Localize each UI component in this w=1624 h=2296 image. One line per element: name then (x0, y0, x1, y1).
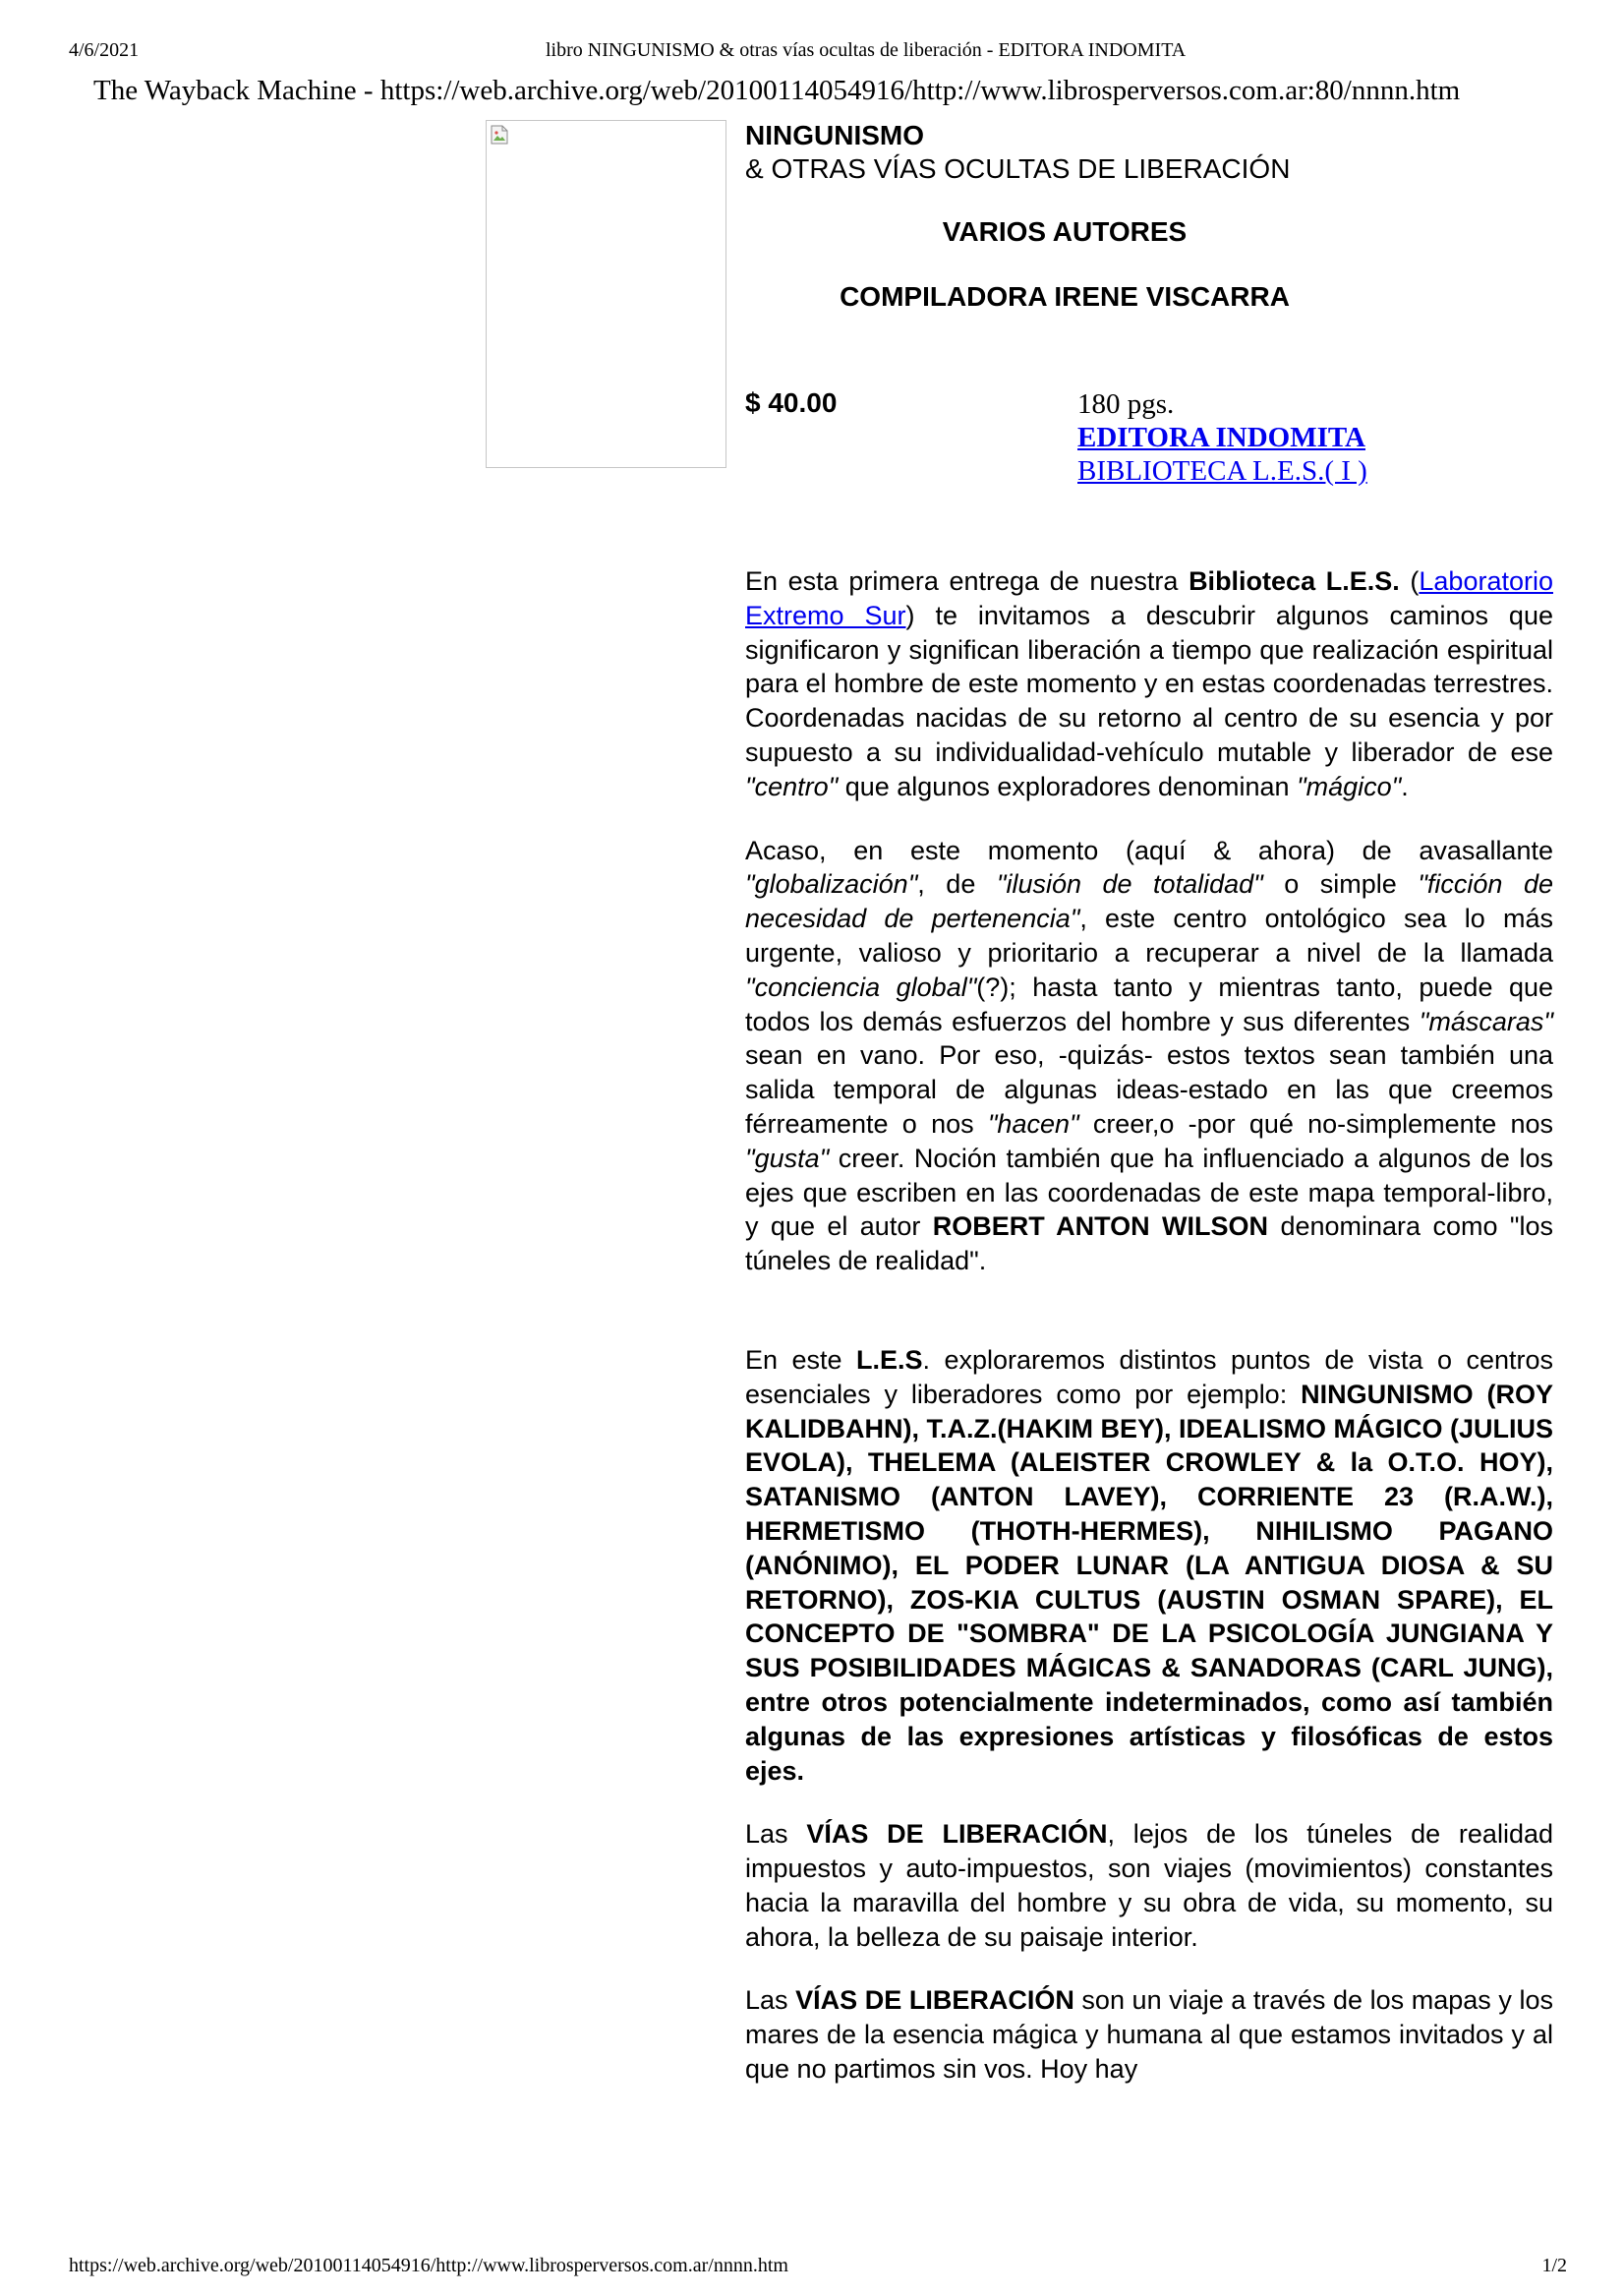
italic-text: "globalización" (745, 869, 918, 900)
italic-text: "mágico" (1297, 771, 1402, 801)
print-header (0, 39, 1624, 69)
bold-text: VÍAS DE LIBERACIÓN (795, 1985, 1074, 2016)
bold-text: ROBERT ANTON WILSON (932, 1211, 1269, 1242)
wayback-banner: The Wayback Machine - https://web.archive.org/web/20100114054916/http://www.librosperversos.com.ar:80/nnnn.htm (93, 75, 1461, 106)
bold-text: Biblioteca L.E.S. (1189, 566, 1400, 596)
paragraph: En este L.E.S. exploraremos distintos puntos de vista o centros esenciales y liberadores como por ejemplo: NINGUNISMO (ROY KALIDBAHN), T.A.Z.(HAKIM BEY), IDEALISMO MÁGICO (JULIUS EVOLA), THELEMA (ALEISTER CROWLEY & la O.T.O. HOY), SATANISMO (ANTON LAVEY), CORRIENTE 23 (R.A.W.), HERMETISMO (THOTH-HERMES), NIHILISMO PAGANO (ANÓNIMO), EL PODER LUNAR (LA ANTIGUA DIOSA & SU RETORNO), ZOS-KIA CULTUS (AUSTIN OSMAN SPARE), EL CONCEPTO DE "SOMBRA" DE LA PSICOLOGÍA JUNGIANA Y SUS POSIBILIDADES MÁGICAS & SANADORAS (CARL JUNG), entre otros potencialmente indeterminados, como así también algunas de las expresiones artísticas y filosóficas de estos ejes. (745, 1344, 1553, 1786)
bold-text: NINGUNISMO (ROY KALIDBAHN), T.A.Z.(HAKIM BEY), IDEALISMO MÁGICO (JULIUS EVOLA), THELEMA (ALEISTER CROWLEY & la O.T.O. HOY), SATANISMO (ANTON LAVEY), CORRIENTE 23 (R.A.W.), HERMETISMO (THOTH-HERMES), NIHILISMO PAGANO (ANÓNIMO), EL PODER LUNAR (LA ANTIGUA DIOSA & SU RETORNO), ZOS-KIA CULTUS (AUSTIN OSMAN SPARE), EL CONCEPTO DE "SOMBRA" DE LA PSICOLOGÍA JUNGIANA Y SUS POSIBILIDADES MÁGICAS & SANADORAS (CARL JUNG), entre otros potencialmente indeterminados, como así también algunas de las expresiones artísticas y filosóficas de estos ejes. (745, 1379, 1553, 1786)
paragraph: Las VÍAS DE LIBERACIÓN, lejos de los túneles de realidad impuestos y auto-impuestos, son viajes (movimientos) constantes hacia la maravilla del hombre y su obra de vida, su momento, su ahora, la belleza de su paisaje interior. (745, 1819, 1553, 1952)
italic-text: "gusta" (745, 1143, 830, 1173)
italic-text: "hacen" (987, 1108, 1079, 1139)
description-body (745, 564, 1553, 2087)
paragraph: En esta primera entrega de nuestra Biblioteca L.E.S. (Laboratorio Extremo Sur) te invitamos a descubrir algunos caminos que significaron y significan liberación a tiempo que realización espiritual para el hombre de este momento y en estas coordenadas terrestres. Coordenadas nacidas de su retorno al centro de su esencia y por supuesto a su individualidad-vehículo mutable y liberador de ese "centro" que algunos exploradores denominan "mágico". (745, 566, 1553, 801)
italic-text: "conciencia global" (745, 971, 977, 1002)
bold-text: L.E.S (855, 1344, 923, 1375)
publisher-link[interactable]: EDITORA INDOMITA (1077, 422, 1366, 453)
book-title: NINGUNISMO (745, 120, 924, 150)
print-page-title: libro NINGUNISMO & otras vías ocultas de liberación - EDITORA INDOMITA (546, 39, 1187, 61)
bold-text: VÍAS DE LIBERACIÓN (806, 1819, 1108, 1850)
italic-text: "máscaras" (1419, 1006, 1553, 1036)
print-date: 4/6/2021 (69, 39, 140, 61)
book-price: $ 40.00 (745, 387, 838, 418)
page-count: 180 pgs. (1077, 388, 1175, 420)
book-cover-image (486, 120, 726, 468)
broken-image-icon (491, 125, 508, 145)
italic-text: "centro" (745, 771, 839, 801)
inline-link[interactable]: Laboratorio Extremo Sur (745, 566, 1553, 630)
paragraph: Acaso, en este momento (aquí & ahora) de avasallante "globalización", de "ilusión de totalidad" o simple "ficción de necesidad de pertenencia", este centro ontológico sea lo más urgente, valioso y prioritario a recuperar a nivel de la llamada "conciencia global"(?); hasta tanto y mientras tanto, puede que todos los demás esfuerzos del hombre y sus diferentes "máscaras" sean en vano. Por eso, -quizás- estos textos sean también una salida temporal de algunas ideas-estado en las que creemos férreamente o nos "hacen" creer,o -por qué no-simplemente nos "gusta" creer. Noción también que ha influenciado a algunos de los ejes que escriben en las coordenadas de este mapa temporal-libro, y que el autor ROBERT ANTON WILSON denominara como "los túneles de realidad". (745, 835, 1553, 1276)
italic-text: "ficción de necesidad de pertenencia" (745, 869, 1553, 934)
print-url: https://web.archive.org/web/20100114054916/http://www.librosperversos.com.ar/nnnn.htm (69, 2255, 788, 2276)
book-authors: VARIOS AUTORES (942, 216, 1188, 247)
book-compiler: COMPILADORA IRENE VISCARRA (840, 281, 1290, 312)
book-meta (1077, 387, 1367, 488)
book-subtitle: & OTRAS VÍAS OCULTAS DE LIBERACIÓN (745, 153, 1291, 184)
collection-link[interactable]: BIBLIOTECA L.E.S.( I ) (1077, 455, 1367, 487)
print-footer (0, 2255, 1624, 2282)
page-number: 1/2 (1541, 2255, 1567, 2276)
italic-text: "ilusión de totalidad" (996, 869, 1263, 900)
paragraph: Las VÍAS DE LIBERACIÓN son un viaje a través de los mapas y los mares de la esencia mágica y humana al que estamos invitados y al que no partimos sin vos. Hoy hay (745, 1985, 1553, 2085)
